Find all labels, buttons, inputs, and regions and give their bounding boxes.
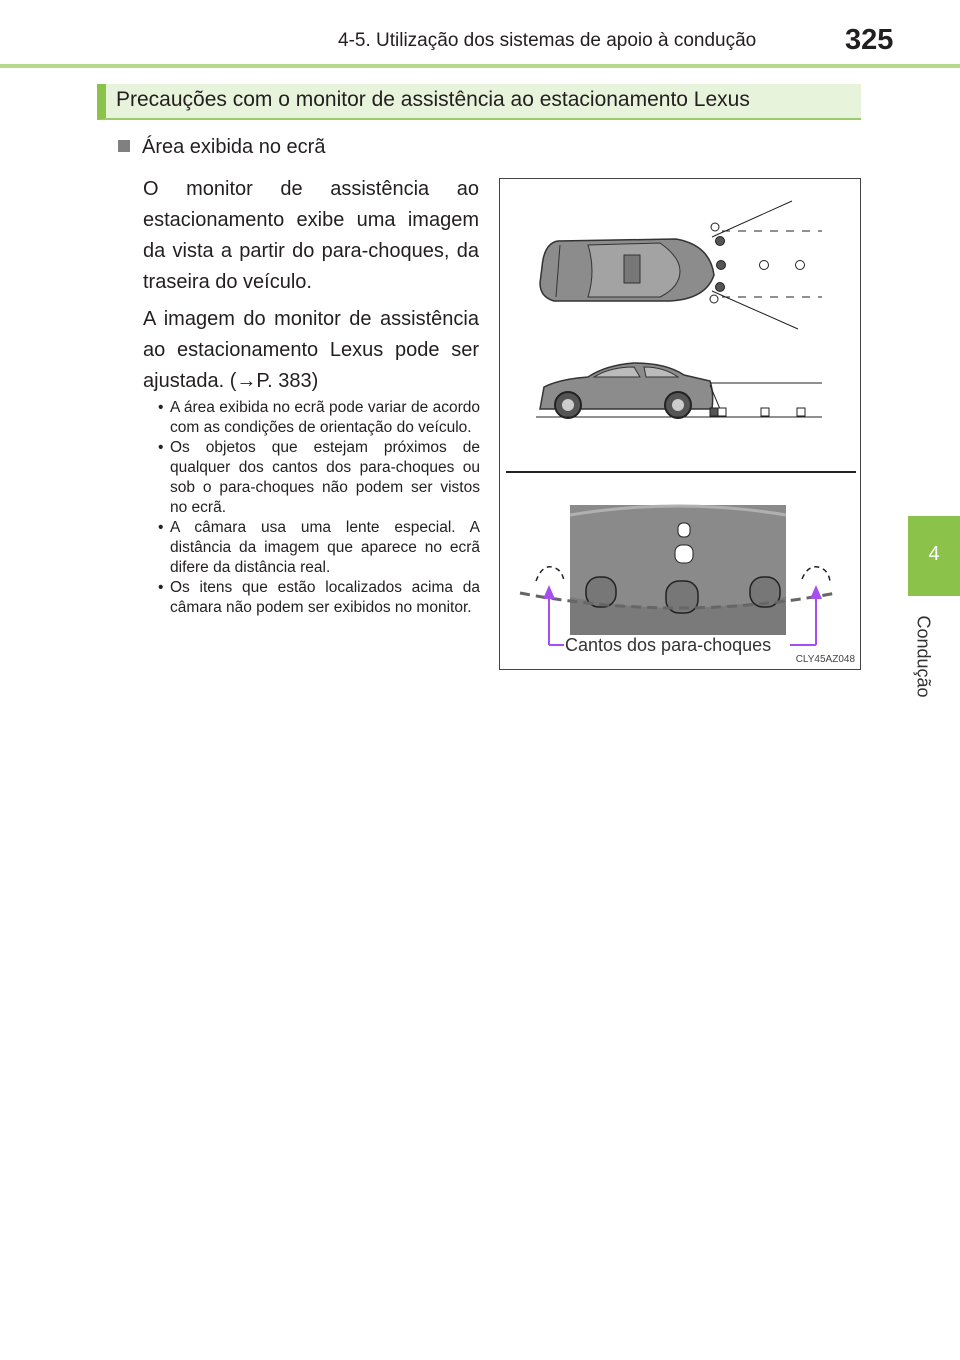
figure-code: CLY45AZ048 — [795, 654, 855, 665]
section-title-bar — [97, 84, 861, 120]
camera-screen — [520, 505, 836, 635]
section-title: Precauções com o monitor de assistência ao estacionamento Lexus — [116, 88, 750, 111]
chapter-tab[interactable]: 4 — [908, 516, 960, 596]
figure-illustration — [500, 179, 862, 671]
header-divider — [0, 64, 960, 68]
note-item: • Os itens que estão localizados acima da câmara não podem ser exibidos no monitor. — [158, 578, 480, 618]
chapter-label-text: Condução — [913, 615, 934, 698]
car-side-view — [536, 363, 822, 418]
subheading-text: Área exibida no ecrã — [142, 136, 326, 158]
paragraph-display-area: O monitor de assistência ao estacionamento exibe uma imagem da vista a partir do para-choques, da traseira do veículo. — [143, 178, 479, 293]
note-item: • Os objetos que estejam próximos de qualquer dos cantos dos para-choques ou sob o para-choques não podem ser vistos no ecrã. — [158, 438, 480, 518]
top-view-guides — [710, 201, 822, 329]
chapter-label — [898, 610, 946, 706]
car-top-view — [540, 239, 714, 301]
subheading — [118, 136, 325, 159]
paragraph-adjust: A imagem do monitor de assistência ao estacionamento Lexus pode ser ajustada. (→P. 383) — [143, 308, 479, 392]
page-number: 325 — [845, 24, 894, 56]
square-bullet-icon — [118, 140, 130, 152]
camera-view-figure — [499, 178, 861, 670]
note-item: • A câmara usa uma lente especial. A distância da imagem que aparece no ecrã difere da distância real. — [158, 518, 480, 578]
note-item: • A área exibida no ecrã pode variar de acordo com as condições de orientação do veículo. — [158, 398, 480, 438]
page-header-title: 4-5. Utilização dos sistemas de apoio à condução — [338, 30, 757, 51]
notes-list — [158, 398, 480, 618]
figure-label: Cantos dos para-choques — [565, 635, 772, 655]
